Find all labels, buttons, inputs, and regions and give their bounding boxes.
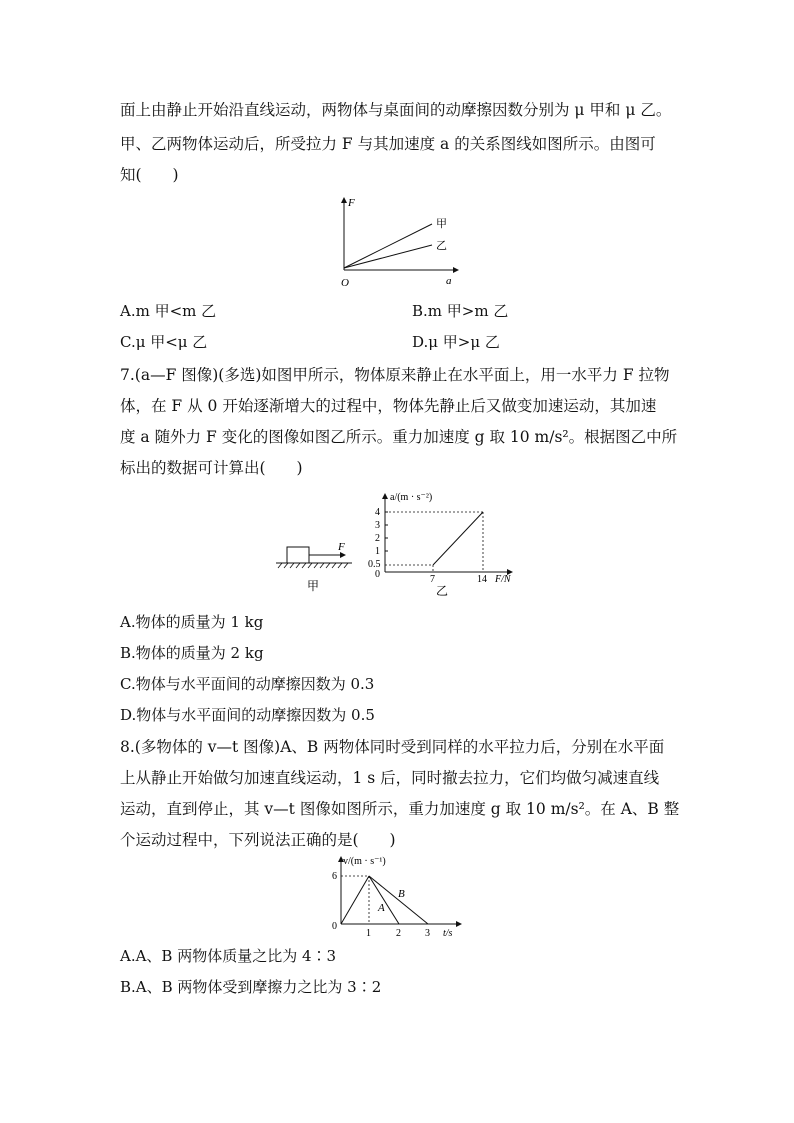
q7-a-f-graph bbox=[360, 488, 520, 598]
line-yi-label: 乙 bbox=[436, 240, 447, 252]
q6-option-a[interactable]: A.m 甲<m 乙 bbox=[120, 302, 217, 320]
q8-text-line-3: 运动，直到停止，其 v—t 图像如图所示，重力加速度 g 取 10 m/s²。在 A、B 整 bbox=[120, 800, 680, 818]
q6-f-a-graph bbox=[330, 190, 470, 290]
q7-text-line-4: 标出的数据可计算出( ) bbox=[120, 459, 303, 477]
x-tick-1: 1 bbox=[366, 928, 371, 939]
y-tick-1: 1 bbox=[375, 546, 380, 557]
q8-v-t-graph bbox=[325, 853, 465, 943]
y-tick-6: 6 bbox=[332, 871, 337, 882]
curve-b-label: B bbox=[398, 888, 405, 900]
x-tick-14: 14 bbox=[477, 574, 487, 585]
q6-text-line-1: 面上由静止开始沿直线运动，两物体与桌面间的动摩擦因数分别为 μ 甲和 μ 乙。 bbox=[120, 101, 672, 119]
y-tick-2: 2 bbox=[375, 533, 380, 544]
q7-text-line-3: 度 a 随外力 F 变化的图像如图乙所示。重力加速度 g 取 10 m/s²。根据图乙中所 bbox=[120, 428, 678, 446]
x-tick-3: 3 bbox=[425, 928, 430, 939]
block bbox=[287, 547, 309, 563]
q8-text-line-2: 上从静止开始做匀加速直线运动，1 s 后，同时撤去拉力，它们均做匀减速直线 bbox=[120, 769, 660, 787]
force-label: F bbox=[338, 541, 345, 553]
ground-hatch bbox=[278, 563, 348, 568]
accel-line bbox=[341, 876, 369, 924]
q7-option-b[interactable]: B.物体的质量为 2 kg bbox=[120, 644, 264, 662]
q7-text-line-1: 7.(a—F 图像)(多选)如图甲所示，物体原来静止在水平面上，用一水平力 F 拉物 bbox=[120, 366, 670, 384]
guide-lines bbox=[385, 512, 483, 572]
q8-text-line-4: 个运动过程中，下列说法正确的是( ) bbox=[120, 831, 396, 849]
x-tick-7: 7 bbox=[430, 574, 435, 585]
y-axis-label: F bbox=[348, 197, 355, 209]
q7-option-a[interactable]: A.物体的质量为 1 kg bbox=[120, 613, 264, 631]
curve-a-label: A bbox=[378, 902, 385, 914]
caption-jia: 甲 bbox=[307, 579, 320, 593]
line-yi bbox=[344, 245, 432, 268]
y-tick-0-5: 0.5 bbox=[368, 559, 381, 570]
q7-block-diagram bbox=[270, 535, 360, 595]
curve-a-line bbox=[369, 876, 399, 924]
curve-b-line bbox=[369, 876, 428, 924]
q6-text-line-2: 甲、乙两物体运动后，所受拉力 F 与其加速度 a 的关系图线如图所示。由图可 bbox=[120, 135, 656, 153]
x-axis-label: t/s bbox=[443, 928, 453, 939]
a-f-line bbox=[433, 512, 483, 565]
y-tick-0: 0 bbox=[332, 921, 337, 932]
y-axis-label: a/(m · s⁻²) bbox=[390, 492, 433, 503]
q7-text-line-2: 体，在 F 从 0 开始逐渐增大的过程中，物体先静止后又做变加速运动，其加速 bbox=[120, 397, 657, 415]
q8-option-b[interactable]: B.A、B 两物体受到摩擦力之比为 3∶2 bbox=[120, 978, 382, 996]
q6-option-c[interactable]: C.μ 甲<μ 乙 bbox=[120, 333, 208, 351]
line-jia bbox=[344, 224, 432, 268]
x-axis-label: F/N bbox=[495, 574, 511, 585]
q7-option-c[interactable]: C.物体与水平面间的动摩擦因数为 0.3 bbox=[120, 675, 375, 693]
origin-label: O bbox=[341, 277, 349, 289]
q6-option-d[interactable]: D.μ 甲>μ 乙 bbox=[412, 333, 500, 351]
x-tick-2: 2 bbox=[396, 928, 401, 939]
line-jia-label: 甲 bbox=[436, 218, 447, 230]
q7-option-d[interactable]: D.物体与水平面间的动摩擦因数为 0.5 bbox=[120, 706, 375, 724]
y-tick-3: 3 bbox=[375, 520, 380, 531]
q8-option-a[interactable]: A.A、B 两物体质量之比为 4∶3 bbox=[120, 947, 337, 965]
q6-text-line-3: 知( ) bbox=[120, 166, 179, 184]
x-axis-label: a bbox=[446, 275, 452, 287]
q8-text-line-1: 8.(多物体的 v—t 图像)A、B 两物体同时受到同样的水平拉力后，分别在水平面 bbox=[120, 738, 665, 756]
y-tick-4: 4 bbox=[375, 507, 380, 518]
y-axis-label: v/(m · s⁻¹) bbox=[343, 856, 386, 867]
q6-option-b[interactable]: B.m 甲>m 乙 bbox=[412, 302, 509, 320]
y-tick-0: 0 bbox=[375, 569, 380, 580]
caption-yi: 乙 bbox=[436, 584, 449, 598]
